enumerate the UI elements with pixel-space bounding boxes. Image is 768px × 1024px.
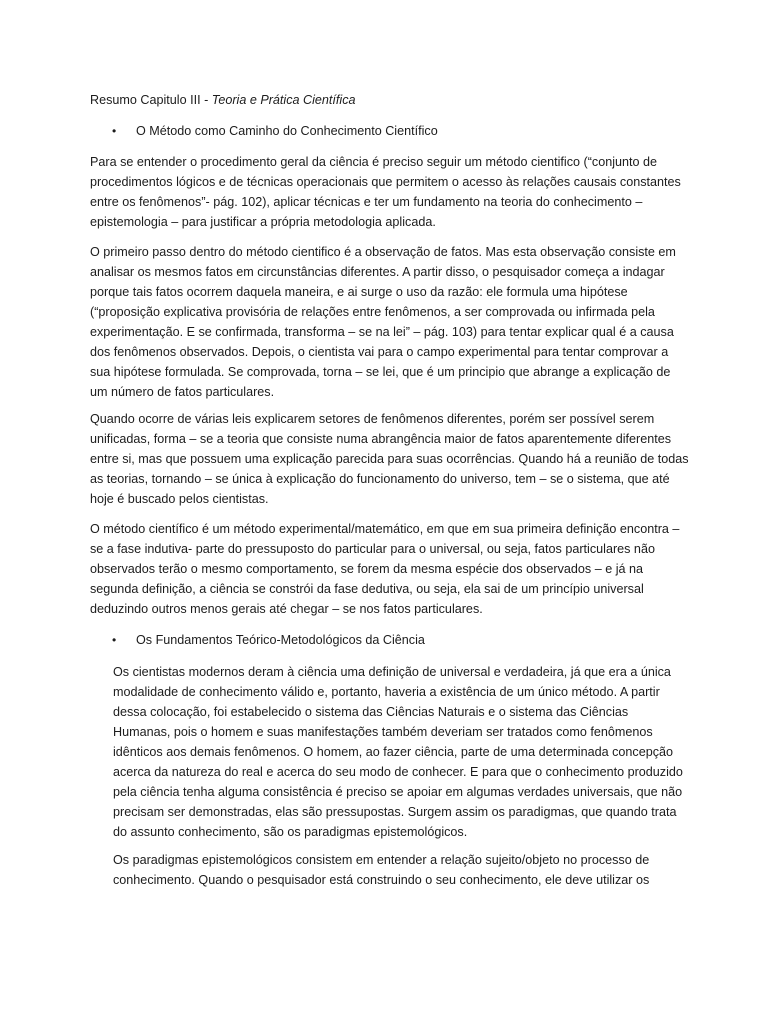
paragraph: Os cientistas modernos deram à ciência uma definição de universal e verdadeira, já que era a única modalidade de conhecimento válido e, portanto, haveria a existência de um único método. A partir dessa colocação, foi estabelecido o sistema das Ciências Naturais e o sistema das Ciências Humanas, pois o homem e suas manifestações também deveriam ser tratados como fenômenos idênticos aos demais fenômenos. O homem, ao fazer ciência, parte de uma determinada concepção acerca da natureza do real e acerca do seu modo de conhecer. E para que o conhecimento produzido pela ciência tenha alguma consistência é preciso se apoiar em algumas verdades universais, que não precisam ser demonstradas, elas são pressupostas. Surgem assim os paradigmas, que quando trata do assunto conhecimento, são os paradigmas epistemológicos.	[113, 665, 683, 839]
paragraph: Quando ocorre de várias leis explicarem setores de fenômenos diferentes, porém ser possível serem unificadas, forma – se a teoria que consiste numa abrangência maior de fatos aparentemente diferentes entre si, mas que possuem uma explicação parecida para suas ocorrências. Quando há a reunião de todas as teorias, tornando – se única à explicação do funcionamento do universo, tem – se o sistema, que até hoje é buscado pelos cientistas.	[90, 412, 689, 506]
bullet-icon: •	[112, 124, 117, 138]
paragraph: O primeiro passo dentro do método cientifico é a observação de fatos. Mas esta observação consiste em analisar os mesmos fatos em circunstâncias diferentes. A partir disso, o pesquisador começa a indagar porque tais fatos ocorrem daquela maneira, e ai surge o uso da razão: ele formula uma hipótese (“proposição explicativa provisória de relações entre fenômenos, a ser comprovada ou infirmada pela experimentação. E se confirmada, transforma – se na lei” – pág. 103) para tentar explicar qual é a causa dos fenômenos observados. Depois, o cientista vai para o campo experimental para tentar comprovar a sua hipótese formulada. Se comprovada, torna – se lei, que é um principio que abrange a explicação de um número de fatos particulares.	[90, 245, 676, 399]
title-prefix: Resumo Capitulo III -	[90, 93, 212, 107]
bullet-icon: •	[112, 633, 117, 647]
section-heading-text: O Método como Caminho do Conhecimento Científico	[136, 124, 438, 138]
section-heading-text: Os Fundamentos Teórico-Metodológicos da Ciência	[136, 633, 425, 647]
document-title	[90, 90, 690, 110]
paragraph: Para se entender o procedimento geral da ciência é preciso seguir um método cientifico (“conjunto de procedimentos lógicos e de técnicas operacionais que permitem o acesso às relações causais constantes entre os fenômenos”- pág. 102), aplicar técnicas e ter um fundamento na teoria do conhecimento – epistemologia – para justificar a própria metodologia aplicada.	[90, 155, 681, 229]
paragraph: O método científico é um método experimental/matemático, em que em sua primeira definição encontra – se a fase indutiva- parte do pressuposto do particular para o universal, ou seja, fatos particulares não observados terão o mesmo comportamento, se forem da mesma espécie dos observados – e já na segunda definição, a ciência se constrói da fase dedutiva, ou seja, ela sai de um princípio universal deduzindo outros menos gerais até chegar – se nos fatos particulares.	[90, 522, 680, 616]
title-italic: Teoria e Prática Científica	[211, 93, 356, 107]
paragraph: Os paradigmas epistemológicos consistem em entender a relação sujeito/objeto no processo de conhecimento. Quando o pesquisador está construindo o seu conhecimento, ele deve utilizar os	[113, 853, 650, 887]
